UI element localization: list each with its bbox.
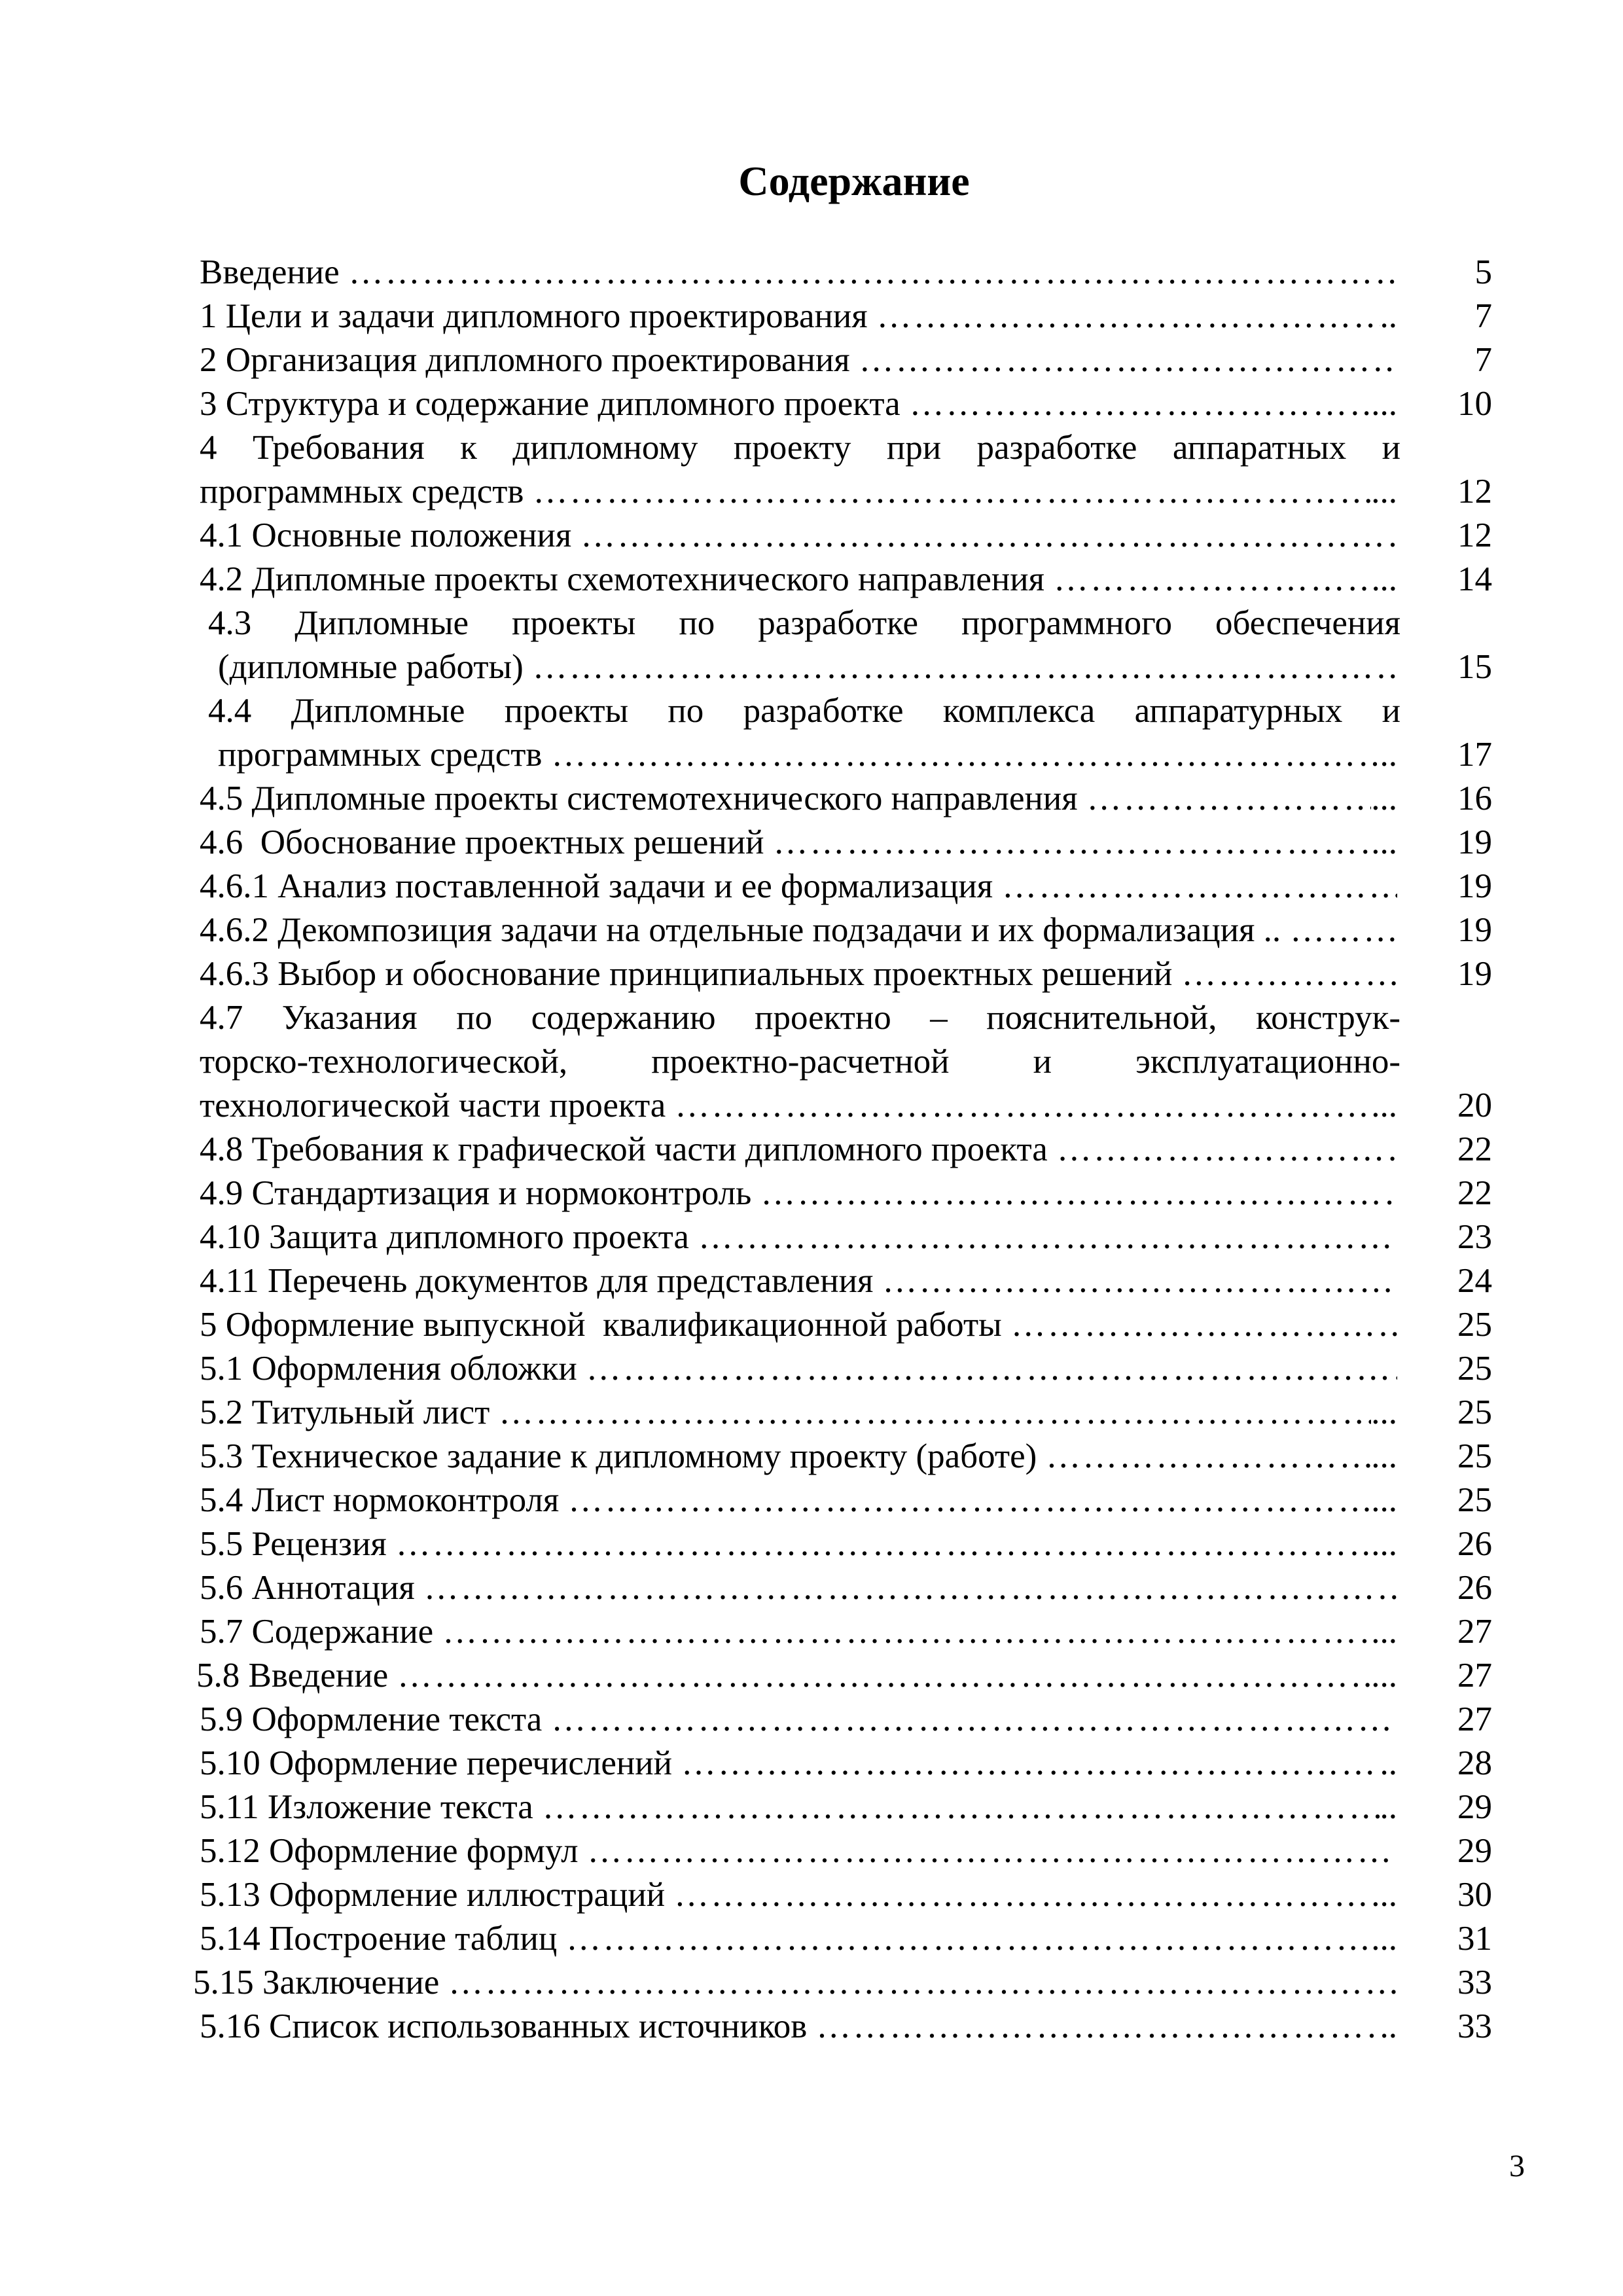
toc-entry-title: программных средств [200,473,524,511]
toc-page-number: 33 [1457,1964,1492,2001]
toc-row [0,645,1623,689]
toc-dot-leader [566,1917,1371,1961]
toc-row [0,514,1623,558]
toc-entry-title: 5.11 Изложение текста [200,1788,533,1826]
toc-row [0,1084,1623,1128]
toc-row [0,1347,1623,1391]
toc-page-number: 19 [1457,911,1492,949]
toc-leader-tail: ... [1371,1393,1397,1431]
toc-page-number: 12 [1457,473,1492,511]
toc-leader-tail: .. [1380,2007,1397,2045]
toc-dot-leader [698,1215,1397,1259]
toc-page-number: 33 [1457,2007,1492,2045]
toc-dot-leader [877,295,1380,338]
toc-dot-leader [551,1698,1397,1742]
toc-dot-leader [910,382,1372,426]
toc-leader-tail: ... [1371,1876,1397,1914]
toc-page-number: 10 [1457,385,1492,423]
toc-dot-leader [773,821,1371,865]
toc-page-number: 25 [1457,1393,1492,1431]
toc-dot-leader [448,1961,1397,2005]
toc-dot-leader [396,1522,1372,1566]
toc-entry-title: 5.10 Оформление перечислений [200,1744,673,1782]
toc-entry-title: 5.9 Оформление текста [200,1700,543,1738]
toc-page-number: 25 [1457,1437,1492,1475]
toc-dot-leader [675,1084,1371,1128]
toc-entry-title: 5.13 Оформление иллюстраций [200,1876,666,1914]
toc-page-number: 25 [1457,1481,1492,1519]
page-title: Содержание [738,158,970,204]
toc-entry-title: 4.6.2 Декомпозиция задачи на отдельные подзадачи и их формализация .. [200,911,1281,949]
toc-page-number: 25 [1457,1350,1492,1388]
toc-row [0,1785,1623,1829]
toc-row [0,1522,1623,1566]
toc-page-number: 15 [1457,648,1492,686]
toc-dot-leader [580,514,1397,558]
toc-entry-title: 4.6.1 Анализ поставленной задачи и ее формализация [200,867,993,905]
toc-entry-title: 5.7 Содержание [200,1613,434,1651]
toc-page-number: 25 [1457,1306,1492,1344]
toc-dot-leader [588,1829,1397,1873]
toc-dot-leader [349,251,1397,295]
toc-dot-leader [882,1259,1397,1303]
toc-page-number: 28 [1457,1744,1492,1782]
toc-entry-title: 4 Требования к дипломному проекту при разработке аппаратных и [200,429,1400,467]
toc-page-number: 30 [1457,1876,1492,1914]
toc-page-number: 27 [1457,1700,1492,1738]
toc-row [0,1172,1623,1215]
toc-page-number: 7 [1474,341,1492,379]
toc-entry-title: 4.7 Указания по содержанию проектно – пояснительной, конструк- [200,999,1400,1037]
toc-entry-title: торско-технологической, проектно-расчетной и эксплуатационно- [200,1043,1400,1081]
page-number: 3 [1509,2149,1525,2183]
toc-row [0,470,1623,514]
toc-page-number: 19 [1457,867,1492,905]
toc-dot-leader [674,1873,1371,1917]
toc-dot-leader [1290,908,1397,952]
toc-dot-leader [424,1566,1397,1610]
toc-entry-title: 5.4 Лист нормоконтроля [200,1481,560,1519]
toc-page-number: 7 [1474,297,1492,335]
toc-entry-title: 5.12 Оформление формул [200,1832,579,1870]
toc-leader-tail: ... [1371,823,1397,861]
toc-row [0,952,1623,996]
toc-leader-tail: ... [1371,473,1397,511]
toc-dot-leader [859,338,1397,382]
toc-leader-tail: ... [1371,1657,1397,1695]
toc-entry-title: 5.6 Аннотация [200,1569,415,1607]
toc-entry-title: (дипломные работы) [218,648,524,686]
toc-row [0,1435,1623,1479]
toc-page-number: 5 [1474,253,1492,291]
toc-row [0,558,1623,601]
toc-leader-tail: .. [1380,297,1397,335]
toc-entry-title: 4.6.3 Выбор и обоснование принципиальных проектных решений [200,955,1173,993]
toc-entry-title: 4.8 Требования к графической части дипломного проекта [200,1130,1048,1168]
toc-dot-leader [442,1610,1371,1654]
toc-row [0,908,1623,952]
toc-row [0,295,1623,338]
toc-row [0,1829,1623,1873]
toc-dot-leader [499,1391,1371,1435]
toc-page-number: 26 [1457,1525,1492,1563]
toc-leader-tail: ... [1371,1481,1397,1519]
toc-row [0,865,1623,908]
toc-leader-tail: ... [1371,780,1397,817]
toc-dot-leader [1011,1303,1397,1347]
toc-entry-title: 4.11 Перечень документов для представления [200,1262,874,1300]
toc-row [0,1391,1623,1435]
toc-dot-leader [543,1785,1380,1829]
toc-page-number: 19 [1457,823,1492,861]
toc-dot-leader [568,1479,1371,1522]
toc-page-number: 16 [1457,780,1492,817]
toc-entry-title: 5.8 Введение [196,1657,389,1695]
toc-page-number: 24 [1457,1262,1492,1300]
toc-entry-title: программных средств [218,736,543,774]
toc-page-number: 22 [1457,1174,1492,1212]
toc-row [0,382,1623,426]
toc-dot-leader [533,645,1397,689]
toc-entry-title: 2 Организация дипломного проектирования [200,341,850,379]
toc-page-number: 23 [1457,1218,1492,1256]
toc-entry-title: 3 Структура и содержание дипломного проекта [200,385,901,423]
toc-entry-title: 4.10 Защита дипломного проекта [200,1218,689,1256]
toc-row [0,1698,1623,1742]
toc-row [0,1259,1623,1303]
toc-page-number: 20 [1457,1086,1492,1124]
toc-entry-title: 5.1 Оформления обложки [200,1350,577,1388]
toc-entry-title: 5.16 Список использованных источников [200,2007,808,2045]
toc-dot-leader [1046,1435,1371,1479]
toc-page-number: 17 [1457,736,1492,774]
toc-row [0,2005,1623,2049]
toc-row [0,1215,1623,1259]
toc-row [0,777,1623,821]
toc-leader-tail: ... [1371,1613,1397,1651]
toc-dot-leader [681,1742,1380,1785]
toc-entry-title: 5.3 Техническое задание к дипломному проекту (работе) [200,1437,1037,1475]
toc-dot-leader [1057,1128,1397,1172]
toc-entry-title: Введение [200,253,340,291]
toc-dot-leader [1181,952,1397,996]
toc-entry-title: 4.1 Основные положения [200,516,572,554]
toc-entry-title: 5.5 Рецензия [200,1525,387,1563]
toc-row [0,251,1623,295]
toc-dot-leader [586,1347,1397,1391]
toc-entry-title: 4.4 Дипломные проекты по разработке комплекса аппаратурных и [208,692,1400,730]
toc-row [0,1742,1623,1785]
toc-page-number: 29 [1457,1832,1492,1870]
toc-page-number: 27 [1457,1613,1492,1651]
toc-entry-title: 5.14 Построение таблиц [200,1920,558,1958]
toc-leader-tail: .. [1380,1744,1397,1782]
toc-leader-tail: ... [1371,1086,1397,1124]
toc-entry-title: 5.2 Титульный лист [200,1393,490,1431]
toc-entry-title: 4.9 Стандартизация и нормоконтроль [200,1174,752,1212]
toc-leader-tail: .. [1380,560,1397,598]
toc-entry-title: 5.15 Заключение [193,1964,440,2001]
toc-row [0,689,1623,733]
toc-row [0,1040,1623,1084]
toc-leader-tail: ... [1371,1437,1397,1475]
toc-leader-tail: .. [1380,1788,1397,1826]
toc-page-number: 31 [1457,1920,1492,1958]
toc-row [0,601,1623,645]
toc-row [0,1961,1623,2005]
toc-entry-title: 5 Оформление выпускной квалификационной работы [200,1306,1002,1344]
toc-row [0,1566,1623,1610]
toc-dot-leader [397,1654,1371,1698]
toc-entry-title: 4.3 Дипломные проекты по разработке программного обеспечения [208,604,1400,642]
toc-row [0,821,1623,865]
toc-row [0,1654,1623,1698]
toc-dot-leader [816,2005,1380,2049]
toc-entry-title: 4.5 Дипломные проекты системотехнического направления [200,780,1078,817]
toc-row [0,1303,1623,1347]
toc-dot-leader [551,733,1380,777]
toc-page-number: 22 [1457,1130,1492,1168]
toc-row [0,338,1623,382]
toc-entry-title: технологической части проекта [200,1086,666,1124]
toc-page-number: 27 [1457,1657,1492,1695]
toc-entry-title: 1 Цели и задачи дипломного проектирования [200,297,868,335]
toc-dot-leader [1054,558,1380,601]
toc-leader-tail: ... [1371,385,1397,423]
toc-page-number: 19 [1457,955,1492,993]
toc-dot-leader [1002,865,1397,908]
toc-leader-tail: ... [1371,1920,1397,1958]
toc-leader-tail: .. [1380,736,1397,774]
toc-dot-leader [533,470,1371,514]
toc-row [0,1128,1623,1172]
toc-row [0,1873,1623,1917]
toc-page-number: 12 [1457,516,1492,554]
toc-page-number: 14 [1457,560,1492,598]
toc-row [0,426,1623,470]
toc-leader-tail: ... [1371,1525,1397,1563]
toc-row [0,996,1623,1040]
toc-entry-title: 4.6 Обоснование проектных решений [200,823,764,861]
toc-page-number: 26 [1457,1569,1492,1607]
toc-dot-leader [1087,777,1372,821]
toc-entry-title: 4.2 Дипломные проекты схемотехнического направления [200,560,1045,598]
toc-page-number: 29 [1457,1788,1492,1826]
toc-row [0,1917,1623,1961]
toc-row [0,1479,1623,1522]
toc-dot-leader [760,1172,1397,1215]
toc-row [0,733,1623,777]
toc-row [0,1610,1623,1654]
